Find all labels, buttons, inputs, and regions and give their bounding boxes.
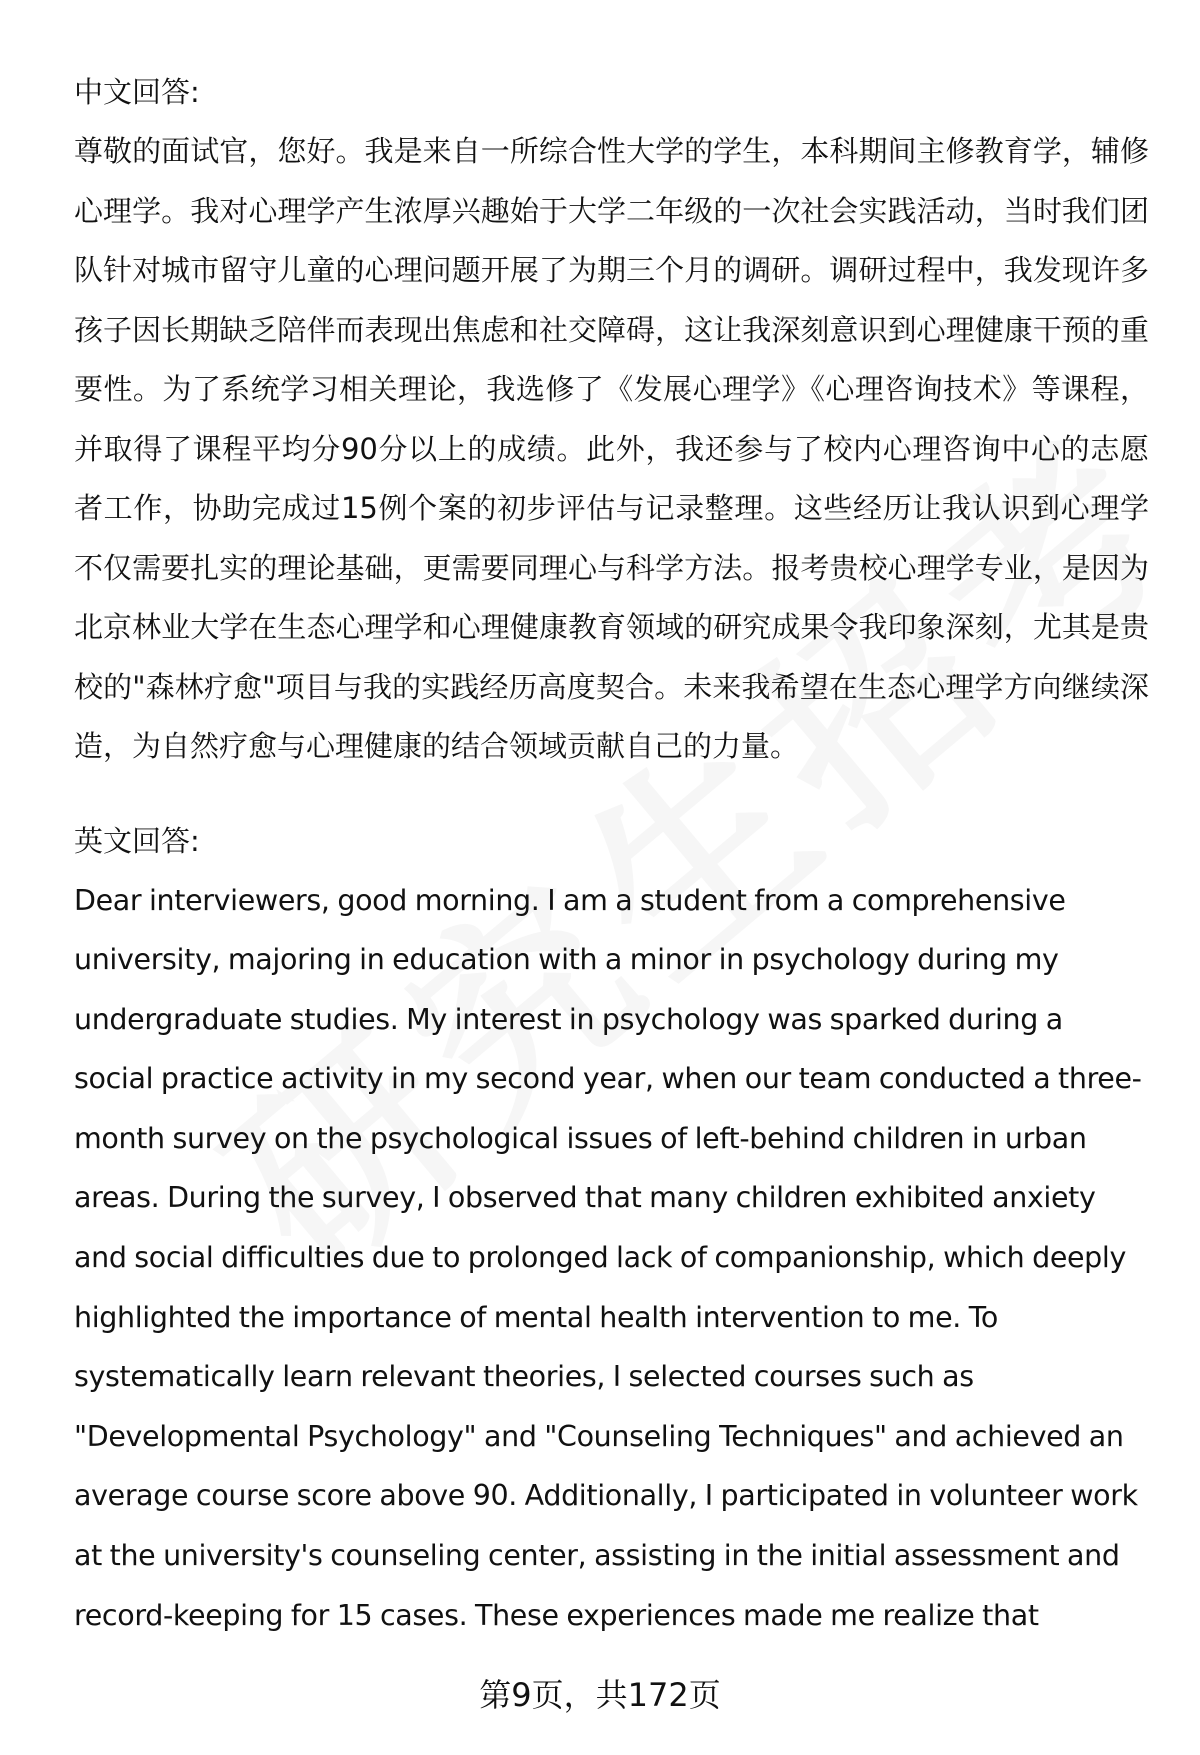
chinese-answer-heading: 中文回答: (74, 75, 200, 109)
english-answer-paragraph: Dear interviewers, good morning. I am a student from a comprehensive university, majoring in education with a minor in psychology during my undergraduate studies. My interest in psychology was sparked during a social practice activity in my second year, when our team conducted a three-month survey on the psychological issues of left-behind children in urban areas. During the survey, I observed that many children exhibited anxiety and social difficulties due to prolonged lack of companionship, which deeply highlighted the importance of mental health intervention to me. To systematically learn relevant theories, I selected courses such as "Developmental Psychology" and "Counseling Techniques" and achieved an average course score above 90. Additionally, I participated in volunteer work at the university's counseling center, assisting in the initial assessment and record-keeping for 15 cases. These experiences made me realize that (74, 883, 1142, 1632)
page-number-footer: 第9页，共172页 (479, 1676, 721, 1714)
section-spacer (74, 777, 1149, 811)
english-answer-heading: 英文回答: (74, 823, 200, 858)
chinese-answer-paragraph: 尊敬的面试官，您好。我是来自一所综合性大学的学生，本科期间主修教育学，辅修心理学。我对心理学产生浓厚兴趣始于大学二年级的一次社会实践活动，当时我们团队针对城市留守儿童的心理问题开展了为期三个月的调研。调研过程中，我发现许多孩子因长期缺乏陪伴而表现出焦虑和社交障碍，这让我深刻意识到心理健康干预的重要性。为了系统学习相关理论，我选修了《发展心理学》《心理咨询技术》等课程，并取得了课程平均分90分以上的成绩。此外，我还参与了校内心理咨询中心的志愿者工作，协助完成过15例个案的初步评估与记录整理。这些经历让我认识到心理学不仅需要扎实的理论基础，更需要同理心与科学方法。报考贵校心理学专业，是因为北京林业大学在生态心理学和心理健康教育领域的研究成果令我印象深刻，尤其是贵校的"森林疗愈"项目与我的实践经历高度契合。未来我希望在生态心理学方向继续深造，为自然疗愈与心理健康的结合领域贡献自己的力量。 (74, 134, 1149, 763)
document-content (74, 62, 1149, 1645)
